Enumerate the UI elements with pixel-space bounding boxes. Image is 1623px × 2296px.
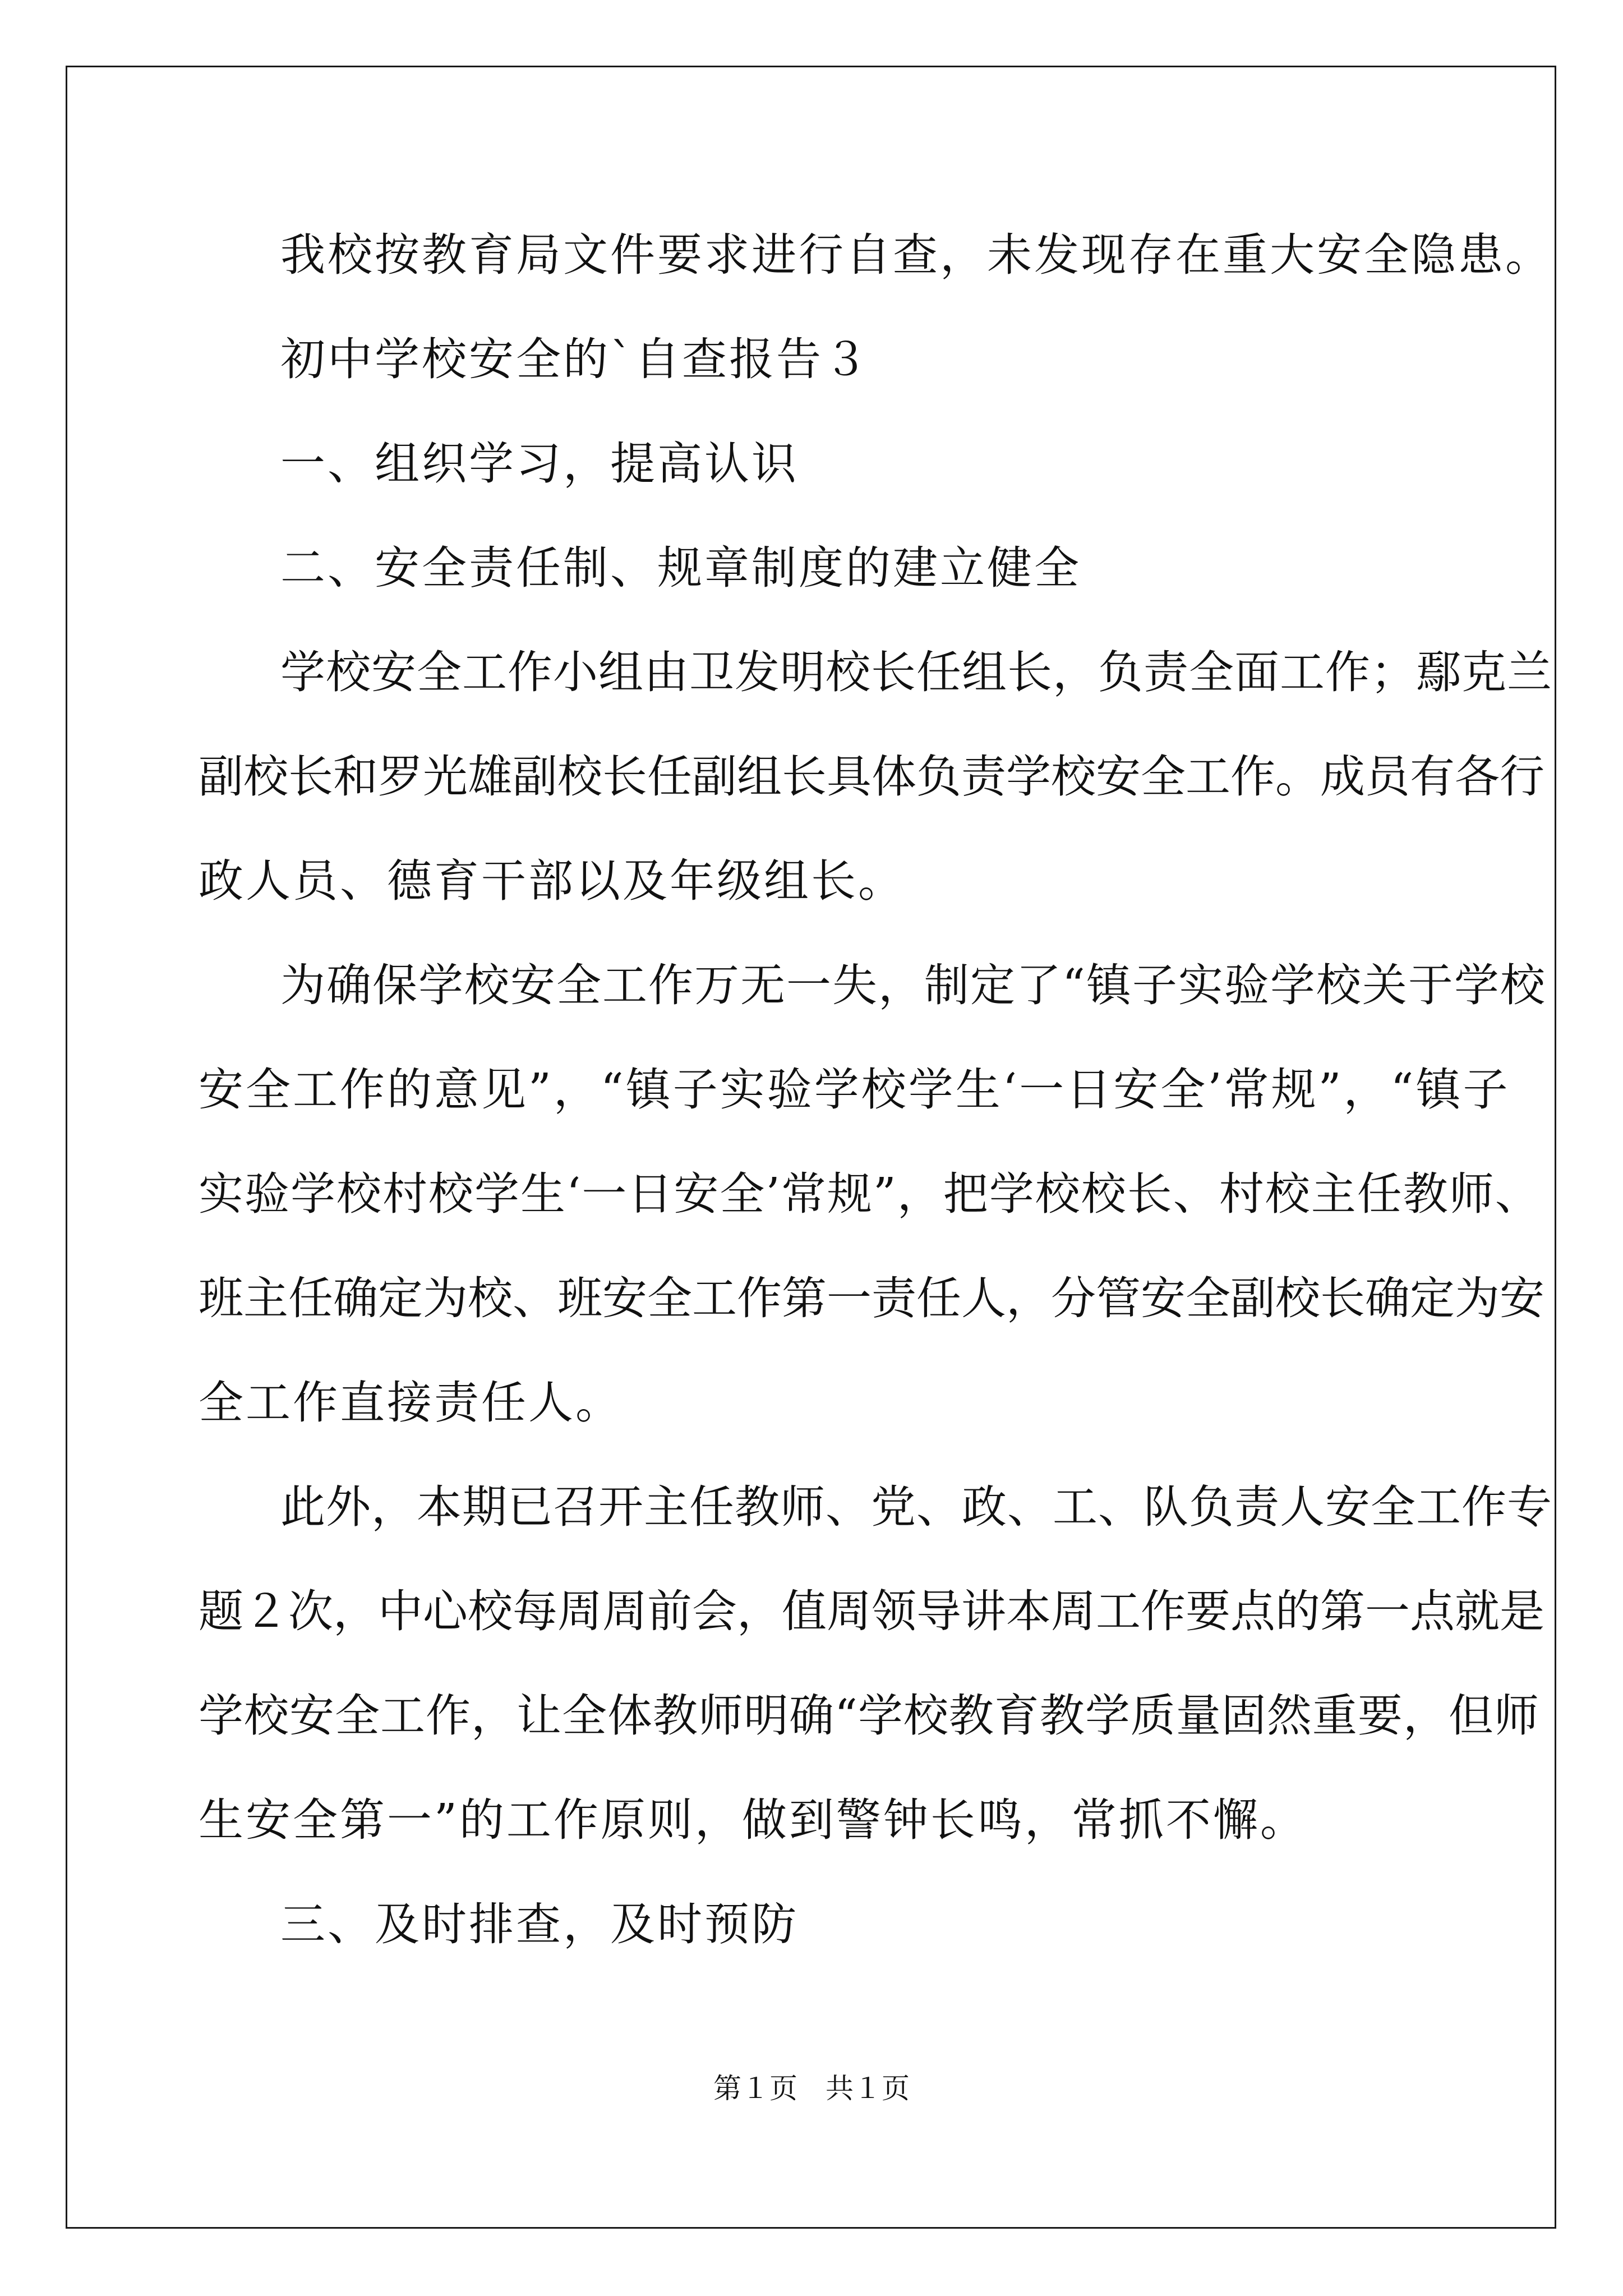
text-line: 学校安全工作，让全体教师明确“学校教育教学质量固然重要，但师 [199, 1690, 1539, 1742]
section-heading: 二、安全责任制、规章制度的建立健全 [280, 542, 1081, 594]
text-line: 为确保学校安全工作万无一失，制定了“镇子实验学校关于学校 [280, 959, 1546, 1011]
text-line: 安全工作的意见”，“镇子实验学校学生‘一日安全’常规”，“镇子 [199, 1064, 1510, 1116]
section-heading: 一、组织学习，提高认识 [280, 438, 799, 490]
text-line: 生安全第一”的工作原则，做到警钟长鸣，常抓不懈。 [199, 1794, 1307, 1846]
text-line: 班主任确定为校、班安全工作第一责任人，分管安全副校长确定为安 [199, 1272, 1544, 1324]
section-heading: 初中学校安全的`自查报告３ [280, 333, 870, 385]
text-line: 实验学校村校学生‘一日安全’常规”，把学校校长、村校主任教师、 [199, 1168, 1541, 1220]
text-line: 我校按教育局文件要求进行自查，未发现存在重大安全隐患。 [280, 229, 1552, 281]
text-line: 此外，本期已召开主任教师、党、政、工、队负责人安全工作专 [280, 1481, 1552, 1533]
text-line: 副校长和罗光雄副校长任副组长具体负责学校安全工作。成员有各行 [199, 751, 1544, 803]
page-number: 第１页 共１页 [713, 2072, 910, 2105]
text-line: 全工作直接责任人。 [199, 1377, 623, 1429]
section-heading: 三、及时排查，及时预防 [280, 1898, 799, 1950]
text-line: 题２次，中心校每周周前会，值周领导讲本周工作要点的第一点就是 [199, 1585, 1544, 1637]
text-line: 政人员、德育干部以及年级组长。 [199, 855, 905, 907]
text-line: 学校安全工作小组由卫发明校长任组长，负责全面工作；鄢克兰 [280, 646, 1552, 698]
